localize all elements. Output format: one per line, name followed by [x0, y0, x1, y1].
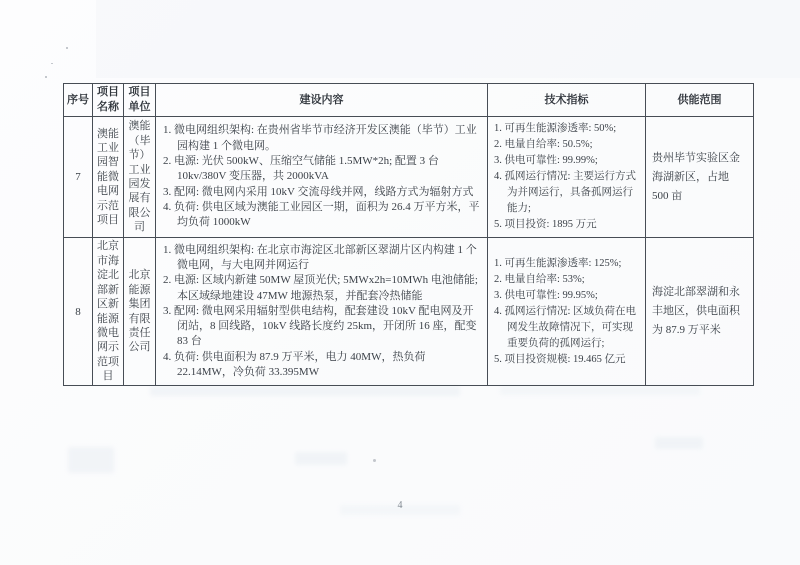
content-item: 1. 微电网组织架构: 在贵州省毕节市经济开发区澳能（毕节）工业园构建 1 个微电网。	[163, 124, 477, 152]
construction-content	[156, 238, 488, 386]
indicator-item: 4. 孤网运行情况: 区域负荷在电网发生故障情况下，可实现重要负荷的孤网运行;	[494, 305, 637, 349]
technical-indicators	[488, 238, 646, 386]
project-unit: 澳能（毕节）工业园发展有限公司	[124, 117, 156, 238]
bleedthrough-artifact	[150, 386, 460, 396]
indicator-item: 3. 供电可靠性: 99.95%;	[494, 289, 598, 301]
table-row-project-8	[64, 238, 754, 386]
bleedthrough-artifact	[68, 447, 114, 473]
content-item: 4. 负荷: 供电面积为 87.9 万平米，电力 40MW，热负荷 22.14MW，冷负荷 33.395MW	[163, 350, 426, 379]
indicator-item: 2. 电量自给率: 53%;	[494, 273, 585, 285]
page-number: 4	[397, 500, 403, 511]
table-header-row	[64, 84, 754, 117]
indicator-item: 2. 电量自给率: 50.5%;	[494, 139, 593, 150]
project-index: 7	[64, 117, 93, 238]
indicator-item: 1. 可再生能源渗透率: 125%;	[494, 257, 622, 269]
content-item: 3. 配网: 微电网采用辐射型供电结构，配套建设 10kV 配电网及开闭站，8 回线路，10kV 线路长度约 25km，开闭所 16 座，配变 83 台	[163, 304, 477, 348]
project-index: 8	[64, 238, 93, 386]
content-item: 2. 电源: 光伏 500kW、压缩空气储能 1.5MW*2h; 配置 3 台 10kv/380V 变压器，共 2000kVA	[163, 155, 439, 183]
indicator-item: 3. 供电可靠性: 99.99%;	[494, 155, 598, 166]
indicator-item: 4. 孤网运行情况: 主要运行方式为并网运行，具备孤网运行能力;	[494, 171, 637, 214]
header-technical-indicators: 技术指标	[488, 84, 646, 117]
scan-speck	[51, 63, 53, 64]
bleedthrough-artifact	[500, 386, 700, 395]
header-project-name: 项目名称	[93, 84, 124, 117]
indicator-item: 1. 可再生能源渗透率: 50%;	[494, 123, 617, 134]
supply-scope: 海淀北部翠湖和永丰地区，供电面积为 87.9 万平米	[646, 238, 754, 386]
indicator-item: 5. 项目投资: 1895 万元	[494, 219, 597, 230]
bleedthrough-artifact	[295, 452, 347, 465]
construction-content	[156, 117, 488, 238]
microgrid-projects-table	[63, 83, 754, 386]
project-name: 澳能工业园智能微电网示范项目	[93, 117, 124, 238]
project-name: 北京市海淀北部新区新能源微电网示范项目	[93, 238, 124, 386]
bleedthrough-artifact	[655, 437, 703, 449]
header-index: 序号	[64, 84, 93, 117]
content-item: 1. 微电网组织架构: 在北京市海淀区北部新区翠湖片区内构建 1 个微电网，与大电网并网运行	[163, 243, 477, 271]
technical-indicators	[488, 117, 646, 238]
scan-speck	[66, 47, 68, 49]
supply-scope: 贵州毕节实验区金海湖新区，占地 500 亩	[646, 117, 754, 238]
content-item: 3. 配网: 微电网内采用 10kV 交流母线并网，线路方式为辐射方式	[163, 185, 474, 198]
project-unit: 北京能源集团有限责任公司	[124, 238, 156, 386]
table-row-project-7	[64, 117, 754, 238]
scan-speck	[373, 459, 376, 462]
header-project-unit: 项目单位	[124, 84, 156, 117]
header-supply-scope: 供能范围	[646, 84, 754, 117]
indicator-item: 5. 项目投资规模: 19.465 亿元	[494, 353, 626, 365]
content-item: 4. 负荷: 供电区域为澳能工业园区一期，面积为 26.4 万平方米，平均负荷 1000kW	[163, 200, 480, 229]
scan-lighting-band	[96, 0, 800, 78]
scan-speck	[45, 76, 47, 78]
header-construction-content: 建设内容	[156, 84, 488, 117]
content-item: 2. 电源: 区域内新建 50MW 屋顶光伏; 5MWx2h=10MWh 电池储能; 本区域绿地建设 47MW 地源热泵，并配套冷热储能	[163, 274, 478, 302]
